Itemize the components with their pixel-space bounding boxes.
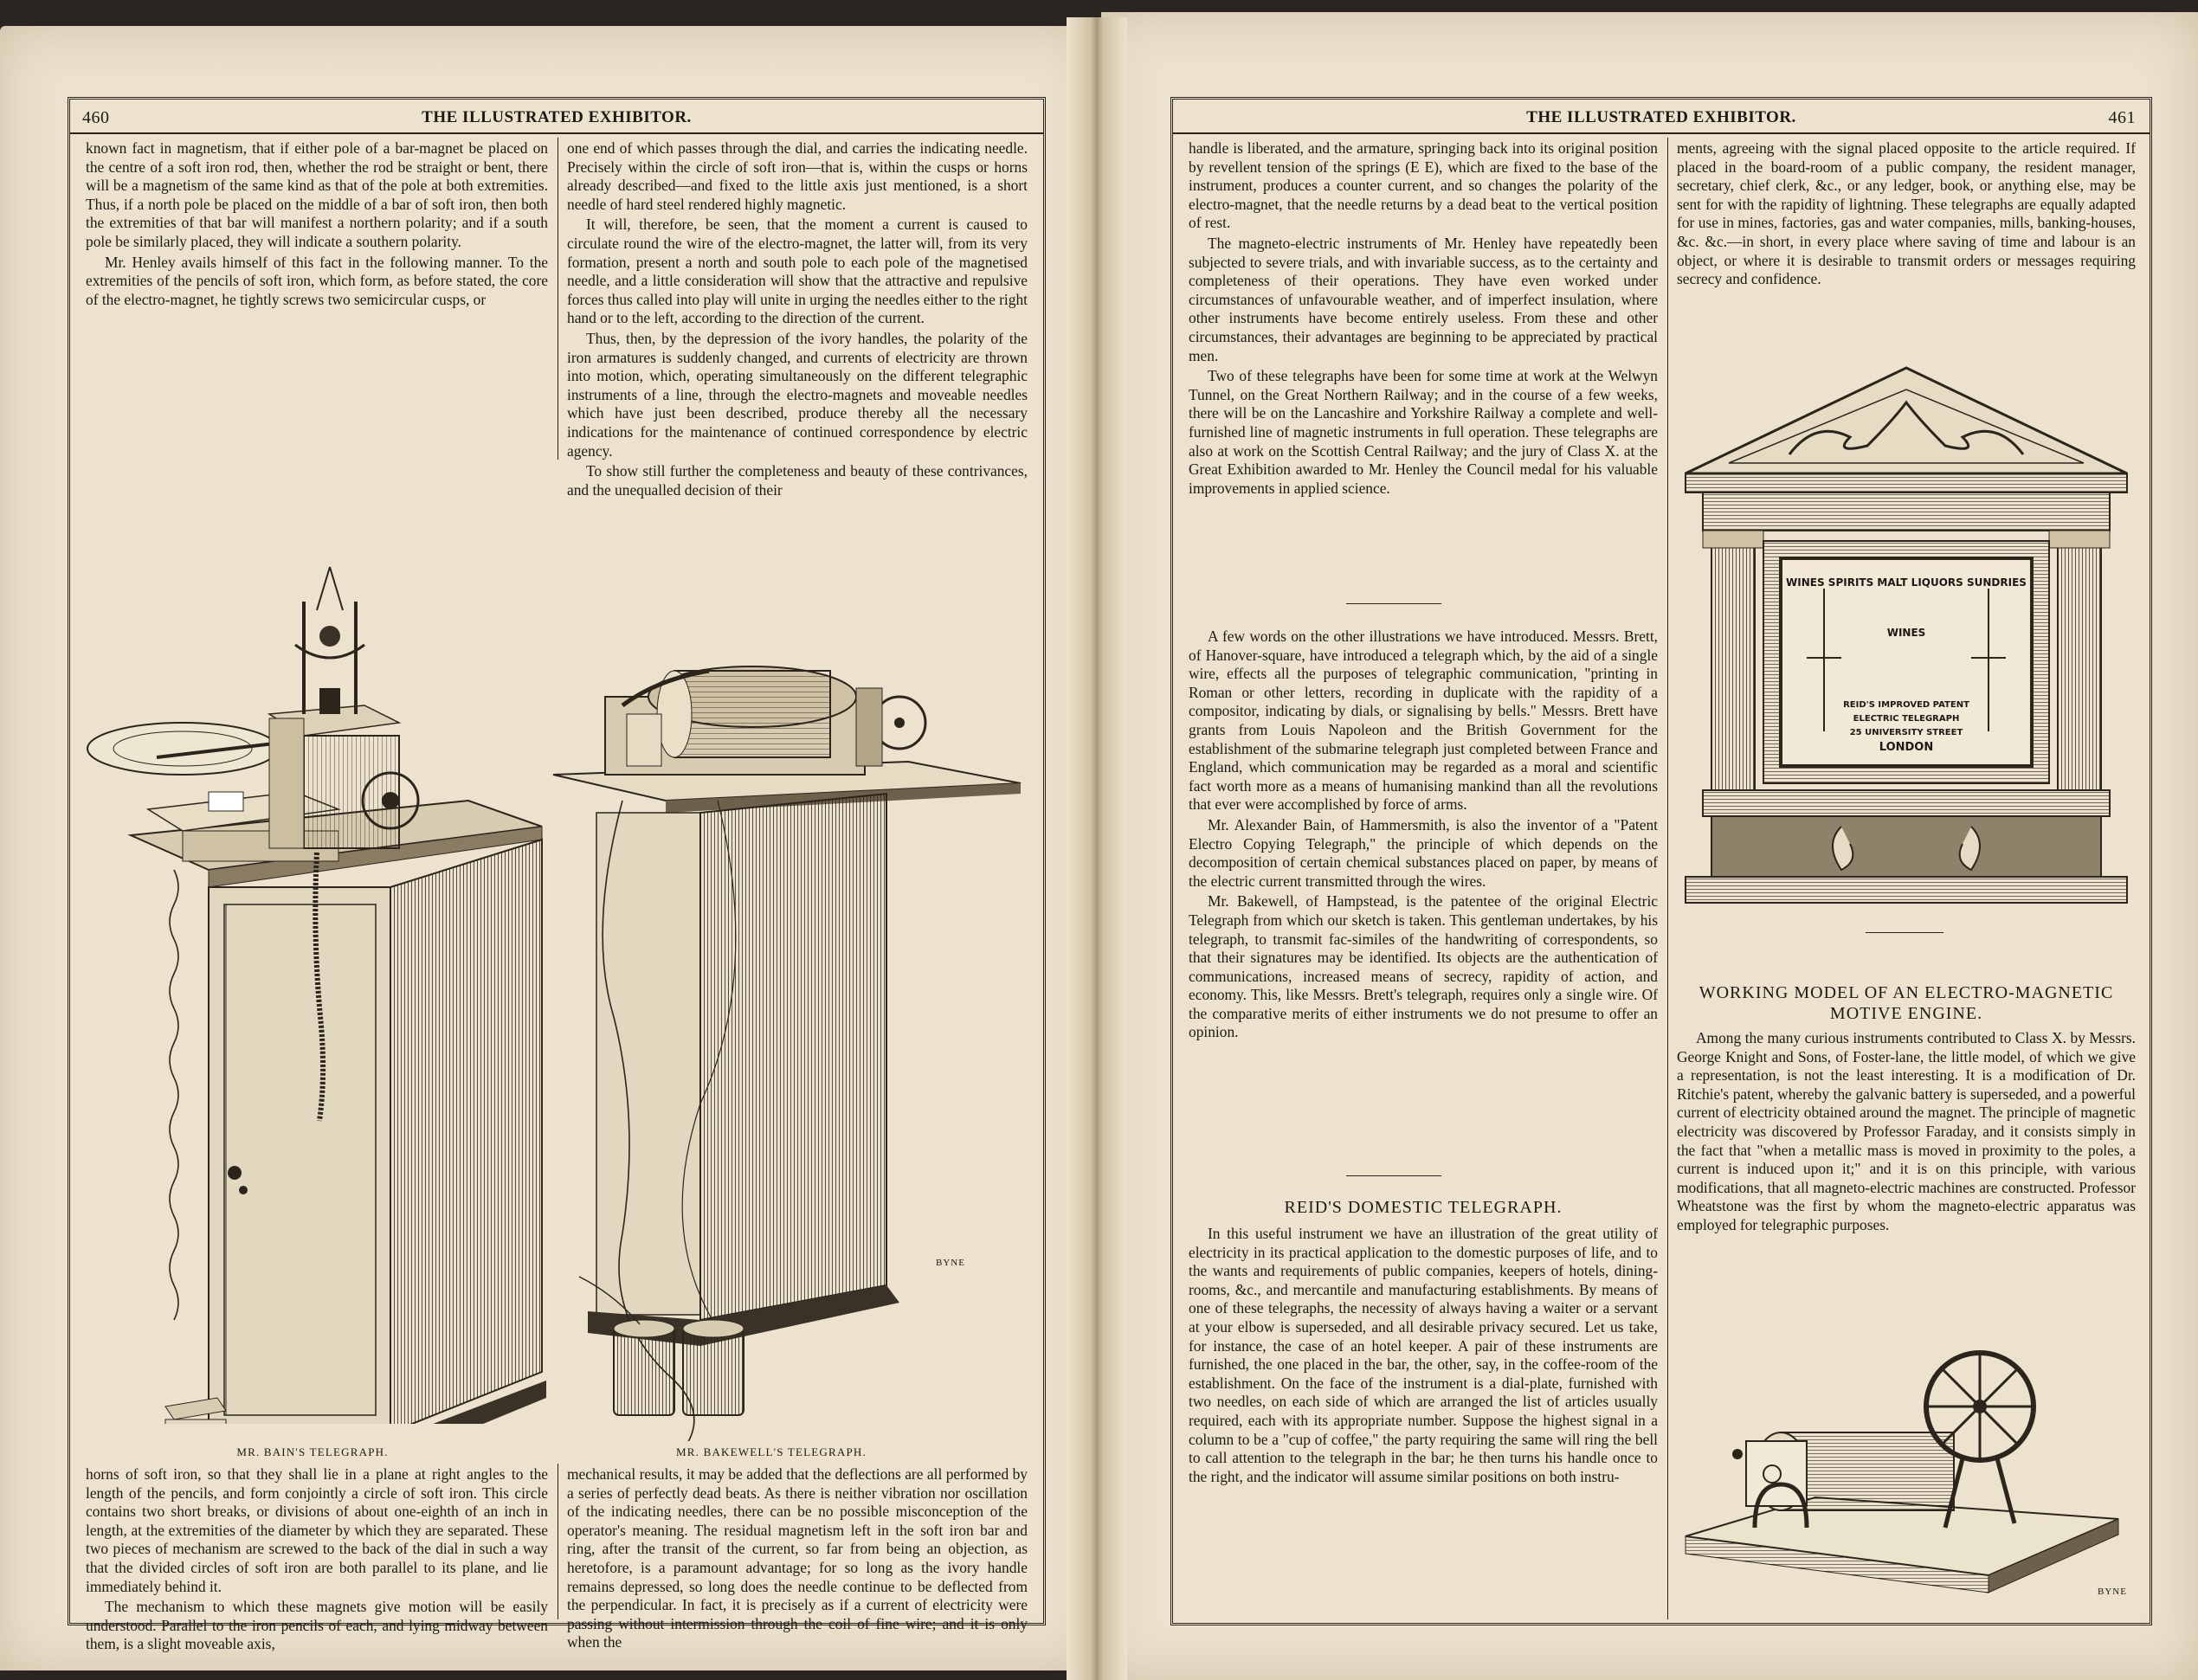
motive-engine-engraving [1677, 1311, 2136, 1614]
paragraph: Two of these telegraphs have been for some time at work at the Welwyn Tunnel, on the Great Northern Railway; and in the course of a few weeks, there will be on the Lancashire and Yorkshire Railway a complete and well-furnished line of magnetic instruments in full operation. These telegraphs are also at work on the Scottish Central Railway; and the jury of Class X. at the Great Exhibition awarded to Mr. Henley the Council medal for his valuable improvements in applied science. [1189, 367, 1658, 497]
dial-top-labels: WINES SPIRITS MALT LIQUORS SUNDRIES [1786, 576, 2027, 589]
working-model-heading [1677, 982, 2136, 1024]
paragraph: known fact in magnetism, that if either pole of a bar-magnet be placed on the centre of a soft iron rod, then, whether the rod be straight or bent, there will be a magnetism of the same kind as that of the pole at both extremities. Thus, if a north pole be placed on the middle of a bar of soft iron, then both the extremities of that bar will manifest a northern polarity; and if a south pole be similarly placed, they will indicate a southern polarity. [86, 139, 548, 250]
working-model-heading-line2: MOTIVE ENGINE. [1829, 1004, 1983, 1023]
left-col2-top [567, 139, 1028, 501]
bakewell-telegraph-engraving [545, 567, 1029, 1441]
left-col1-top [86, 139, 548, 311]
left-col1-bottom [86, 1465, 548, 1656]
motive-engine-drawing [1677, 1311, 2136, 1614]
reid-telegraph-drawing [1677, 359, 2136, 922]
page-number: 461 [2108, 108, 2136, 127]
engraver-signature: BYNE [2098, 1587, 2127, 1597]
left-col2-bottom [567, 1465, 1028, 1654]
bain-caption: MR. BAIN'S TELEGRAPH. [236, 1445, 389, 1458]
reid-telegraph-engraving [1677, 359, 2136, 922]
section-divider [1346, 603, 1441, 604]
dial-maker-line1: REID'S IMPROVED PATENT [1843, 700, 1969, 710]
bakewell-caption: MR. BAKEWELL'S TELEGRAPH. [676, 1445, 867, 1458]
section-divider [1346, 1175, 1441, 1176]
engraver-signature: BYNE [936, 1258, 965, 1268]
paragraph: horns of soft iron, so that they shall lie in a plane at right angles to the length of the pencils, and form conjointly a circle of soft iron. This circle contains two short breaks, or divisions of about one-eighth of an inch in length, at the extremities of the diameter by which they are separated. These two pieces of mechanism are screwed to the back of the dial in such a way that the divided circles of soft iron are both parallel to its plane, and lie immediately behind it. [86, 1465, 548, 1595]
working-model-heading-line1: WORKING MODEL OF AN ELECTRO-MAGNETIC [1698, 983, 2114, 1002]
paragraph: Mr. Bakewell, of Hampstead, is the patentee of the original Electric Telegraph from which our sketch is taken. This gentleman undertakes, by his telegraph, to transmit fac-similes of the handwriting of correspondents, so that their signatures may be identified. Its objects are the authentication of communications, increased means of secrecy, rapidity of action, and economy. This, like Messrs. Brett's telegraph, requires only a single wire. Of the comparative merits of either instruments we do not presume to offer an opinion. [1189, 892, 1658, 1041]
running-title: THE ILLUSTRATED EXHIBITOR. [422, 108, 692, 126]
dial-center-label: WINES [1886, 627, 1926, 639]
dial-maker-line2: ELECTRIC TELEGRAPH [1853, 714, 1960, 724]
column-rule [1667, 138, 1668, 1619]
right-page-header [1173, 100, 2150, 134]
left-page-frame [68, 97, 1046, 1653]
right-page-frame [1170, 97, 2152, 1625]
working-model-text [1677, 1029, 2136, 1237]
paragraph: handle is liberated, and the armature, springing back into its original position by revellent tension of the springs (E E), which are fixed to the base of the instrument, produces a counter current, and so changes the polarity of the electro-magnet, that the needle returns by a dead beat to the vertical position of rest. [1189, 139, 1658, 232]
paragraph: Mr. Alexander Bain, of Hammersmith, is also the inventor of a "Patent Electro Copying Telegraph," the principle of which depends on the decomposition of certain chemical substances placed on paper, by means of the electric current transmitted through the wires. [1189, 815, 1658, 890]
book-gutter [1067, 17, 1127, 1680]
paragraph: Among the many curious instruments contributed to Class X. by Messrs. George Knight and Sons, of Foster-lane, the little model, of which we give a representation, is not the least interesting. It is a modification of Dr. Ritchie's patent, whereby the galvanic battery is superseded, and a powerful current of electricity obtained around the magnet. The principle of magnetic electricity was discovered by Professor Faraday, and it consists simply in the fact that "when a metallic mass is moved in proximity to the poles, a current is induced upon it;" and it is on this principle, with various modifications, that all magneto-electric machines are constructed. Professor Wheatstone was the first by whom the magneto-electric apparatus was employed for telegraphic purposes. [1677, 1029, 2136, 1233]
right-col2-top [1677, 139, 2136, 291]
paragraph: To show still further the completeness and beauty of these contrivances, and the unequalled decision of their [567, 462, 1028, 499]
paragraph: mechanical results, it may be added that the deflections are all performed by a series of perfectly dead beats. As there is neither vibration nor oscillation of the indicating needles, there can be no possible misconception of the operator's meaning. The residual magnetism left in the soft iron bar and ring, after the transit of the current, so far from being an objection, as heretofore, is a paramount advantage; for so long as the ivory handle remains depressed, so long does the needle continue to be deflected from the perpendicular. In fact, it is precisely as if a current of electricity were passing without intermission through the coil of fine wire; and it is only when the [567, 1465, 1028, 1651]
paragraph: Mr. Henley avails himself of this fact in the following manner. To the extremities of the pencils of soft iron, which form, as before stated, the core of the electro-magnet, he tightly screws two semicircular cusps, or [86, 253, 548, 308]
paragraph: one end of which passes through the dial, and carries the indicating needle. Precisely within the circle of soft iron—that is, within the cusps or horns already described—and fixed to the little axis just mentioned, is a short needle of hard steel rendered highly magnetic. [567, 139, 1028, 213]
dial-maker-line4: LONDON [1879, 741, 1934, 754]
left-page-header [70, 100, 1043, 134]
bain-telegraph-engraving [79, 385, 546, 1424]
paragraph: Thus, then, by the depression of the ivory handles, the polarity of the iron armatures is suddenly changed, and currents of electricity are thrown into motion, which, operating simultaneously on the different telegraphic instruments of a line, through the electro-magnets and moveable needles which have just been described, produce thereby all the necessary indications for the maintenance of continued correspondence by electric agency. [567, 329, 1028, 460]
paragraph: The magneto-electric instruments of Mr. Henley have repeatedly been subjected to severe trials, and with invariable success, as to the certainty and completeness of their operations. They have even worked under circumstances of unfavourable weather, and of imperfect insulation, where other instruments have become entirely useless. From these and other circumstances, their advantages are beginning to be appreciated by practical men. [1189, 234, 1658, 364]
reid-text [1189, 1225, 1658, 1488]
dial-maker-line3: 25 UNIVERSITY STREET [1849, 728, 1963, 737]
paragraph: It will, therefore, be seen, that the moment a current is caused to circulate round the wire of the electro-magnet, the latter will, from its very formation, present a north and south pole to each pole of the magnetised needle, and a little consideration will show that the attractive and repulsive forces thus called into play will unite in urging the needles either to the right hand or to the left, according to the direction of the current. [567, 216, 1028, 327]
page-number: 460 [82, 108, 110, 127]
section-divider [1866, 932, 1943, 933]
paragraph: A few words on the other illustrations we have introduced. Messrs. Brett, of Hanover-square, have introduced a telegraph which, by the aid of a single wire, effects all the purposes of telegraphic communication, "printing in Roman or other letters, recording in duplicate with the rapidity of a compositor, indicating by dials, or signalising by bells." Messrs. Brett have grants from Louis Napoleon and the British Government for the establishment of the submarine telegraph just completed between France and England, which communication may be regarded as a moral and scientific fact worth more as a means of humanising mankind than all the revolutions that ever were accomplished by force of arms. [1189, 628, 1658, 814]
paragraph: The mechanism to which these magnets give motion will be easily understood. Parallel to the iron pencils of each, and lying midway between them, is a slight moveable axis, [86, 1598, 548, 1653]
right-col1-mid [1189, 628, 1658, 1044]
reid-heading: REID'S DOMESTIC TELEGRAPH. [1284, 1198, 1563, 1217]
paragraph: In this useful instrument we have an illustration of the great utility of electricity in its practical application to the domestic purposes of life, and to the wants and requirements of public companies, keepers of hotels, dining-rooms, &c., and mercantile and manufacturing establishments. By means of one of these telegraphs, the necessity of always having a waiter or a servant at your elbow is superseded, and all desirable privacy secured. Let us take, for instance, the case of an hotel keeper. A pair of these instruments are furnished, the one placed in the bar, the other, say, in the coffee-room of the establishment. On the face of the instrument is a dial-plate, furnished with two needles, on each side of which are arranged the list of articles usually required, each with its appropriate number. Suppose the highest signal in a column to be a "cup of coffee," the party requiring the same will ring the bell to call attention to the telegraph in the bar; he then turns his handle once to the right, and the indicator will assume similar positions on both instru- [1189, 1225, 1658, 1485]
paragraph: ments, agreeing with the signal placed opposite to the article required. If placed in the board-room of a public company, the resident manager, secretary, chief clerk, &c., or any ledger, book, or anything else, may be sent for with the rapidity of lightning. These telegraphs are equally adapted for use in mines, factories, gas and water companies, mills, banking-houses, &c. &c.—in short, in every place where saving of time and labour is an object, or where it is desirable to transmit orders or messages requiring secrecy and confidence. [1677, 139, 2136, 288]
bain-telegraph-drawing [79, 385, 546, 1424]
right-col1-top [1189, 139, 1658, 499]
bakewell-telegraph-drawing [545, 567, 1029, 1441]
running-title: THE ILLUSTRATED EXHIBITOR. [1526, 108, 1796, 126]
